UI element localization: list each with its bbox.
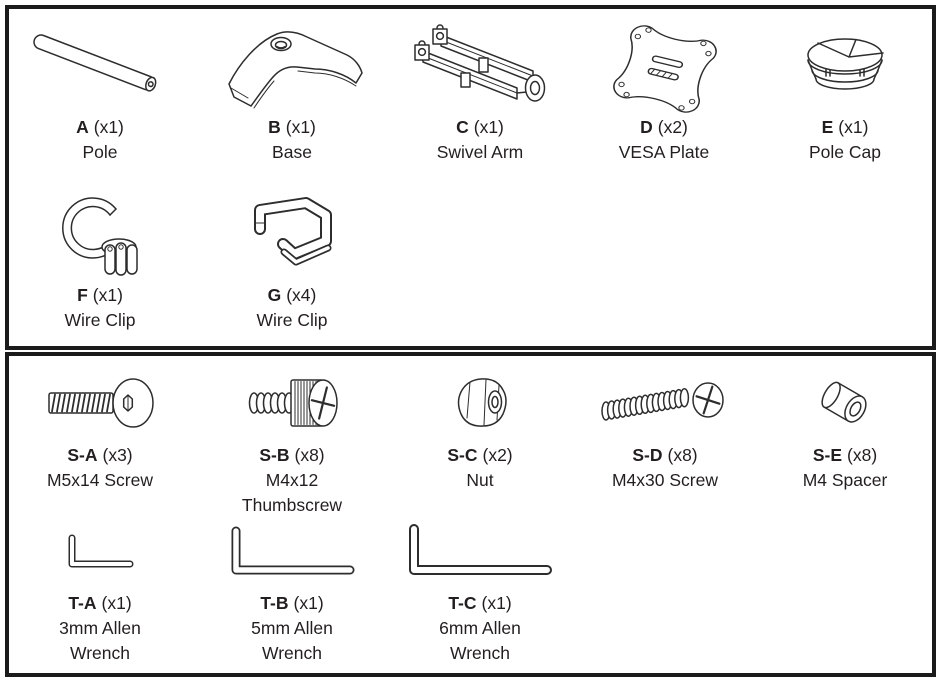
part-label: D (x2): [640, 117, 688, 137]
thumbscrew-illustration: [197, 364, 387, 442]
part-name: M4x30 Screw: [611, 470, 718, 490]
part-name-line2: Wrench: [450, 643, 510, 663]
allen-wrench-3mm-illustration: [5, 518, 195, 590]
part-name: Swivel Arm: [436, 142, 524, 162]
part-name: Base: [272, 142, 312, 162]
part-label: S-A (x3): [67, 445, 133, 465]
part-label: S-D (x8): [632, 445, 698, 465]
part-item-se: [750, 364, 940, 493]
pole-cap-illustration: [750, 22, 940, 114]
m5x14-screw-illustration: [5, 364, 195, 442]
m4x30-screw-illustration: [570, 364, 760, 442]
part-label: E (x1): [821, 117, 869, 137]
base-illustration: [197, 22, 387, 114]
swivel-arm-illustration: [385, 22, 575, 114]
part-name: M5x14 Screw: [46, 470, 153, 490]
wire-clip-f-illustration: [5, 190, 195, 282]
part-label: A (x1): [76, 117, 124, 137]
part-name: Nut: [466, 470, 494, 490]
part-label: S-C (x2): [447, 445, 513, 465]
part-label: T-C (x1): [448, 593, 512, 613]
allen-wrench-5mm-illustration: [197, 518, 387, 590]
part-item-a: [5, 22, 195, 165]
part-name-line2: Thumbscrew: [241, 495, 343, 515]
part-item-ta: [5, 518, 195, 666]
part-label: F (x1): [77, 285, 123, 305]
part-name: 6mm Allen: [439, 618, 521, 638]
part-label: S-B (x8): [259, 445, 325, 465]
part-label: S-E (x8): [812, 445, 878, 465]
part-item-b: [197, 22, 387, 165]
wire-clip-g-illustration: [197, 190, 387, 282]
m4-spacer-illustration: [750, 364, 940, 442]
part-name: 5mm Allen: [251, 618, 333, 638]
part-item-f: [5, 190, 195, 333]
part-item-tb: [197, 518, 387, 666]
part-item-d: [569, 22, 759, 165]
part-name: VESA Plate: [618, 142, 710, 162]
part-item-sc: [385, 364, 575, 493]
part-item-sb: [197, 364, 387, 518]
part-item-c: [385, 22, 575, 165]
part-name: Wire Clip: [64, 310, 136, 330]
part-name: Pole Cap: [809, 142, 881, 162]
part-label: T-A (x1): [68, 593, 132, 613]
part-item-sa: [5, 364, 195, 493]
part-name: 3mm Allen: [59, 618, 141, 638]
allen-wrench-6mm-illustration: [385, 518, 575, 590]
part-label: C (x1): [456, 117, 504, 137]
nut-illustration: [385, 364, 575, 442]
part-item-tc: [385, 518, 575, 666]
part-name: M4 Spacer: [802, 470, 888, 490]
pole-illustration: [5, 22, 195, 114]
part-name: Wire Clip: [256, 310, 328, 330]
part-label: B (x1): [268, 117, 316, 137]
part-item-g: [197, 190, 387, 333]
part-item-sd: [570, 364, 760, 493]
part-label: G (x4): [267, 285, 317, 305]
part-name-line2: Wrench: [262, 643, 322, 663]
part-name-line2: Wrench: [70, 643, 130, 663]
part-item-e: [750, 22, 940, 165]
part-name: Pole: [82, 142, 118, 162]
vesa-plate-illustration: [569, 22, 759, 114]
part-label: T-B (x1): [260, 593, 324, 613]
part-name: M4x12: [265, 470, 319, 490]
